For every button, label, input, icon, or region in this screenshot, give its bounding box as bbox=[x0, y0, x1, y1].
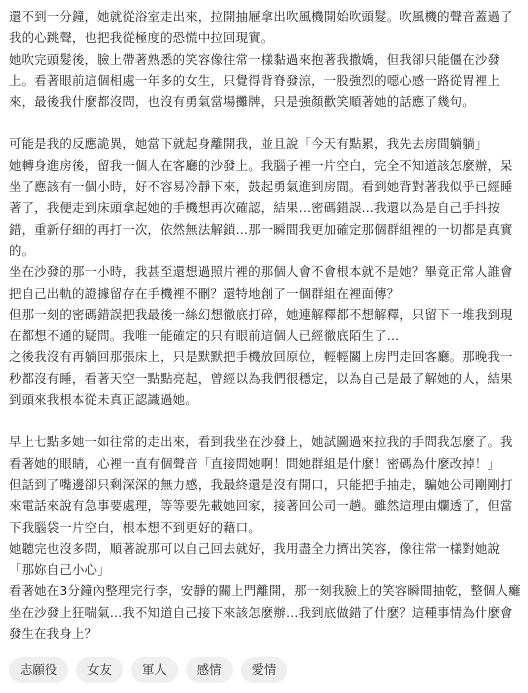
tag-love[interactable]: 愛情 bbox=[241, 657, 288, 683]
article-paragraph: 還不到一分鐘，她就從浴室走出來，拉開抽屜拿出吹風機開始吹頭髮。吹風機的聲音蓋過了我的心跳聲，也把我從極度的恐慌中拉回現實。 bbox=[9, 9, 513, 46]
article-paragraph: 看著她在3分鐘內整理完行李，安靜的關上門離開，那一刻我臉上的笑容瞬間抽乾，整個人癱坐在沙發上狂喘氣…我不知道自己接下來該怎麼辦…我到底做錯了什麼？這種事情為什麼會發生在我身上？ bbox=[9, 583, 521, 642]
paragraph-spacer bbox=[9, 112, 521, 133]
topic-tags bbox=[9, 657, 287, 683]
tag-volunteer-service[interactable]: 志願役 bbox=[9, 657, 68, 683]
article-paragraph: 她聽完也沒多問，順著說那可以自己回去就好，我用盡全力擠出笑容，像往常一樣對她說「那妳自己小心」 bbox=[9, 540, 501, 578]
tag-soldier[interactable]: 軍人 bbox=[131, 657, 178, 683]
article-paragraph: 坐在沙發的那一小時，我甚至還想過照片裡的那個人會不會根本就不是她？畢竟正常人誰會把自己出軌的證據留存在手機裡不刪？還特地創了一個群組在裡面傳？ bbox=[9, 264, 513, 301]
article-paragraph: 她轉身進房後，留我一個人在客廳的沙發上。我腦子裡一片空白，完全不知道該怎麼辦，呆坐了應該有一個小時，好不容易冷靜下來，鼓起勇氣進到房間。看到她背對著我似乎已經睡著了，我便走到床頭拿起她的手機想再次確認，結果…密碼錯誤…我還以為是自己手抖按錯，重新仔細的再打一次，依然無法解鎖…那一瞬間我更加確定那個群組裡的一切都是真實的。 bbox=[9, 157, 513, 258]
paragraph-spacer bbox=[9, 410, 521, 431]
tag-girlfriend[interactable]: 女友 bbox=[76, 657, 123, 683]
article-paragraph: 但那一刻的密碼錯誤把我最後一絲幻想徹底打碎，她連解釋都不想解釋，只留下一堆我到現在都想不通的疑問。我唯一能確定的只有眼前這個人已經徹底陌生了… bbox=[9, 306, 513, 344]
article-paragraph: 之後我沒有再躺回那張床上，只是默默把手機放回原位，輕輕關上房門走回客廳。那晚我一秒都沒有睡，看著天空一點點亮起，曾經以為我們很穩定，以為自己是最了解她的人，結果到頭來我根本從未真正認識過她。 bbox=[9, 349, 513, 408]
article-paragraph: 但話到了嘴邊卻只剩深深的無力感，我最終還是沒有開口，只能把手抽走，騙她公司剛剛打來電話來說有急事要處理，等等要先載她回家，接著回公司一趟。雖然這理由爛透了，但當下我腦袋一片空白，根本想不到更好的藉口。 bbox=[9, 476, 513, 535]
tag-relationship[interactable]: 感情 bbox=[186, 657, 233, 683]
article-paragraph: 早上七點多她一如往常的走出來，看到我坐在沙發上，她試圖過來拉我的手問我怎麼了。我看著她的眼睛，心裡一直有個聲音「直接問她啊！問她群組是什麼！密碼為什麼改掉！」 bbox=[9, 434, 513, 471]
article-paragraph: 她吹完頭髮後，臉上帶著熟悉的笑容像往常一樣黏過來抱著我撒嬌，但我卻只能僵在沙發上。看著眼前這個相處一年多的女生，只覺得背脊發涼，一股強烈的噁心感一路從胃裡上來，最後我什麼都沒問，也沒有勇氣當場攤牌，只是強顏歡笑順著她的話應了幾句。 bbox=[9, 51, 501, 110]
article-body bbox=[9, 6, 521, 644]
article-paragraph: 可能是我的反應詭異，她當下就起身離開我，並且說「今天有點累，我先去房間躺躺」 bbox=[9, 136, 488, 152]
